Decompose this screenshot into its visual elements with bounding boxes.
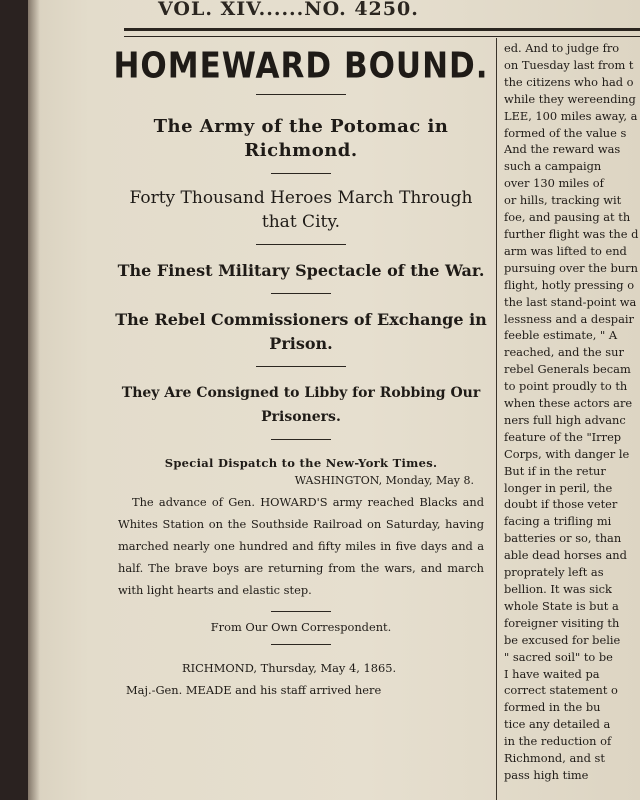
column-text-line: the citizens who had o [504,74,634,89]
separator [271,644,331,645]
column-text-line: ners full high advanc [504,412,626,427]
masthead-rule [124,28,640,37]
column-text-line: pursuing over the burn [504,260,638,275]
column-text-line: facing a trifling mi [504,514,612,529]
column-text-line: feature of the "Irrep [504,429,622,444]
correspondent-line: From Our Own Correspondent. [210,620,392,634]
column-text-line: Richmond, and st [504,751,605,766]
deck-5: They Are Consigned to Libby for Robbing Our Prisoners. [121,385,481,425]
column-text-line: while they wereending [504,91,636,106]
column-text-line: " sacred soil" to be [504,649,613,664]
column-text-line: further flight was the d [504,226,639,241]
column-text-line: whole State is but a [504,598,619,613]
column-text-line: lessness and a despair [504,311,634,326]
byline: Special Dispatch to the New-York Times. [164,456,438,470]
column-text-line: formed in the bu [504,700,601,715]
column-text-line: foe, and pausing at th [504,210,631,225]
column-text-line: the last stand-point wa [504,294,637,309]
separator [271,293,331,294]
deck-4: The Rebel Commissioners of Exchange in Prison. [115,310,487,353]
column-text-line: formed of the value s [504,125,627,140]
column-text-line: rebel Generals becam [504,362,631,377]
column-text-line: able dead horses and [504,548,627,563]
deck-3: The Finest Military Spectacle of the War. [117,261,485,280]
column-text-line: batteries or so, than [504,531,622,546]
column-text-line: LEE, 100 miles away, a [504,108,638,123]
column-text-line: or hills, tracking wit [504,193,622,208]
column-text-line: proprately left as [504,565,604,580]
masthead-dateline: VOL. XIV......NO. 4250. [158,0,419,20]
separator [271,439,331,440]
column-text-line: correct statement o [504,683,618,698]
column-text-line: reached, and the sur [504,345,624,360]
page-fold-shadow [28,0,40,800]
column-text-line: on Tuesday last from t [504,57,634,72]
deck-1: The Army of the Potomac in Richmond. [153,116,449,161]
newspaper-page [28,0,640,800]
adjacent-column [504,40,640,784]
separator [256,94,346,95]
column-text-line: over 130 miles of [504,176,604,191]
column-text-line: foreigner visiting th [504,615,620,630]
column-text-line: But if in the retur [504,463,606,478]
separator [271,173,331,174]
column-text-line: to point proudly to th [504,379,628,394]
column-text-line: in the reduction of [504,734,612,749]
column-text-line: doubt if those veter [504,497,618,512]
column-divider [496,38,497,800]
column-text-line: Corps, with danger le [504,446,630,461]
column-text-line: arm was lifted to end [504,243,627,258]
separator [256,244,346,245]
column-text-line: longer in peril, the [504,480,613,495]
column-text-line: bellion. It was sick [504,582,612,596]
column-text-line: And the reward was [504,142,621,157]
column-text-line: ed. And to judge fro [504,41,620,55]
dateline-richmond: RICHMOND, Thursday, May 4, 1865. [182,661,397,675]
paragraph-1: The advance of Gen. HOWARD'S army reached Blacks and Whites Station on the Southside Railroad on Saturday, having marched nearly one hundred and fifty miles in five days and a half. The brave boys are returning from the wars, and march with light hearts and elastic step. [118,495,484,597]
column-text-line: when these actors are [504,396,633,411]
headline: HOMEWARD BOUND. [113,45,489,87]
column-text-line: pass high time [504,767,589,782]
separator [271,611,331,612]
deck-2: Forty Thousand Heroes March Through that City. [129,188,473,232]
article-column [112,38,490,701]
column-text-line: flight, hotly pressing o [504,277,635,292]
article-body [112,491,490,601]
column-text-line: I have waited pa [504,666,600,681]
column-text-line: be excused for belie [504,632,621,647]
paragraph-2: Maj.-Gen. MEADE and his staff arrived here [126,683,382,697]
separator [256,366,346,367]
column-text-line: tice any detailed a [504,717,611,732]
dateline-place: WASHINGTON, Monday, May 8. [294,474,474,487]
column-text-line: such a campaign [504,159,602,174]
column-text-line: feeble estimate, " A [504,328,618,343]
